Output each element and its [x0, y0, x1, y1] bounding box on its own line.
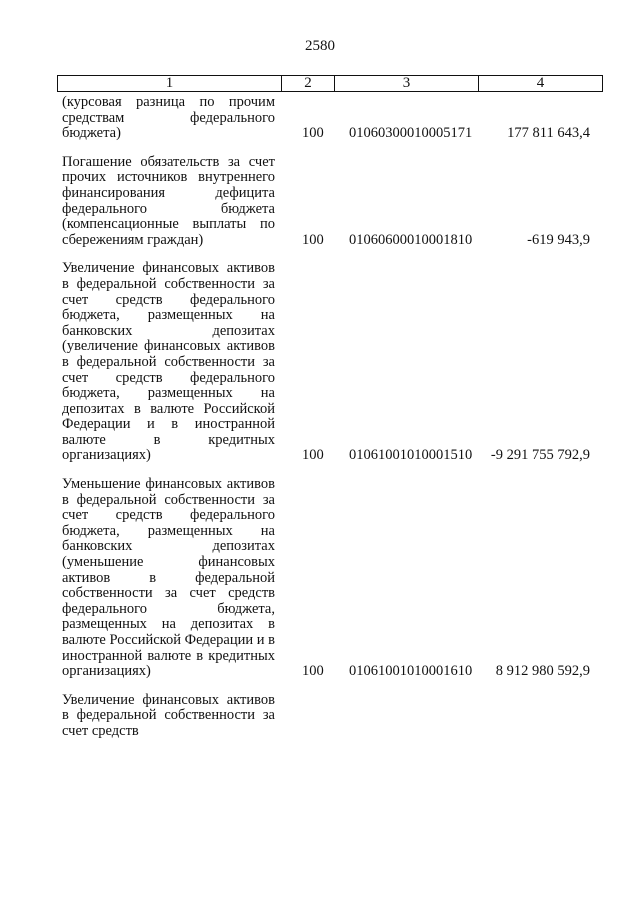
row-classification-code: 01061001010001510: [349, 447, 473, 464]
table-row: [57, 477, 602, 680]
column-header-table: [57, 75, 603, 92]
row-classification-code: 01061001010001610: [349, 663, 473, 680]
table-row: [57, 261, 602, 464]
row-admin-code: 100: [302, 447, 324, 464]
row-admin-code: 100: [302, 231, 324, 248]
row-description: Погашение обязательств за счет прочих источников внутреннего финансирования дефицита федерального бюджета (компенсационные выплаты по сбережениям граждан): [62, 153, 275, 248]
row-amount: 177 811 643,4: [507, 125, 590, 142]
row-admin-code: 100: [302, 663, 324, 680]
row-description: Уменьшение финансовых активов в федеральной собственности за счет средств федерального бюджета, размещенных на банковских депозитах (уменьшение финансовых активов в федеральной собственности за счет средств федерального бюджета, размещенных на депозитах в валюте Российской Федерации и в иностранной валюте в кредитных организациях): [62, 476, 275, 680]
column-header-1: 1: [58, 76, 282, 92]
row-amount: -619 943,9: [527, 231, 590, 248]
row-description: Увеличение финансовых активов в федеральной собственности за счет средств: [62, 691, 275, 739]
row-admin-code: 100: [302, 125, 324, 142]
row-description: Увеличение финансовых активов в федеральной собственности за счет средств федерального бюджета, размещенных на банковских депозитах (увеличение финансовых активов в федеральной собственности за счет средств федерального бюджета, размещенных на депозитах в валюте Российской Федерации и в иностранной валюте в кредитных организациях): [62, 260, 275, 464]
row-description: (курсовая разница по прочим средствам федерального бюджета): [62, 94, 275, 142]
table-row: [57, 95, 602, 142]
table-body: [57, 95, 602, 753]
table-row: [57, 155, 602, 249]
row-amount: -9 291 755 792,9: [490, 447, 590, 464]
column-header-3: 3: [335, 76, 479, 92]
column-header-2: 2: [282, 76, 335, 92]
table-row: [57, 693, 602, 740]
row-classification-code: 01060600010001810: [349, 231, 473, 248]
row-amount: 8 912 980 592,9: [495, 663, 590, 680]
row-classification-code: 01060300010005171: [349, 125, 473, 142]
page-number: 2580: [305, 38, 335, 54]
column-header-row: [58, 76, 603, 92]
column-header-4: 4: [479, 76, 603, 92]
